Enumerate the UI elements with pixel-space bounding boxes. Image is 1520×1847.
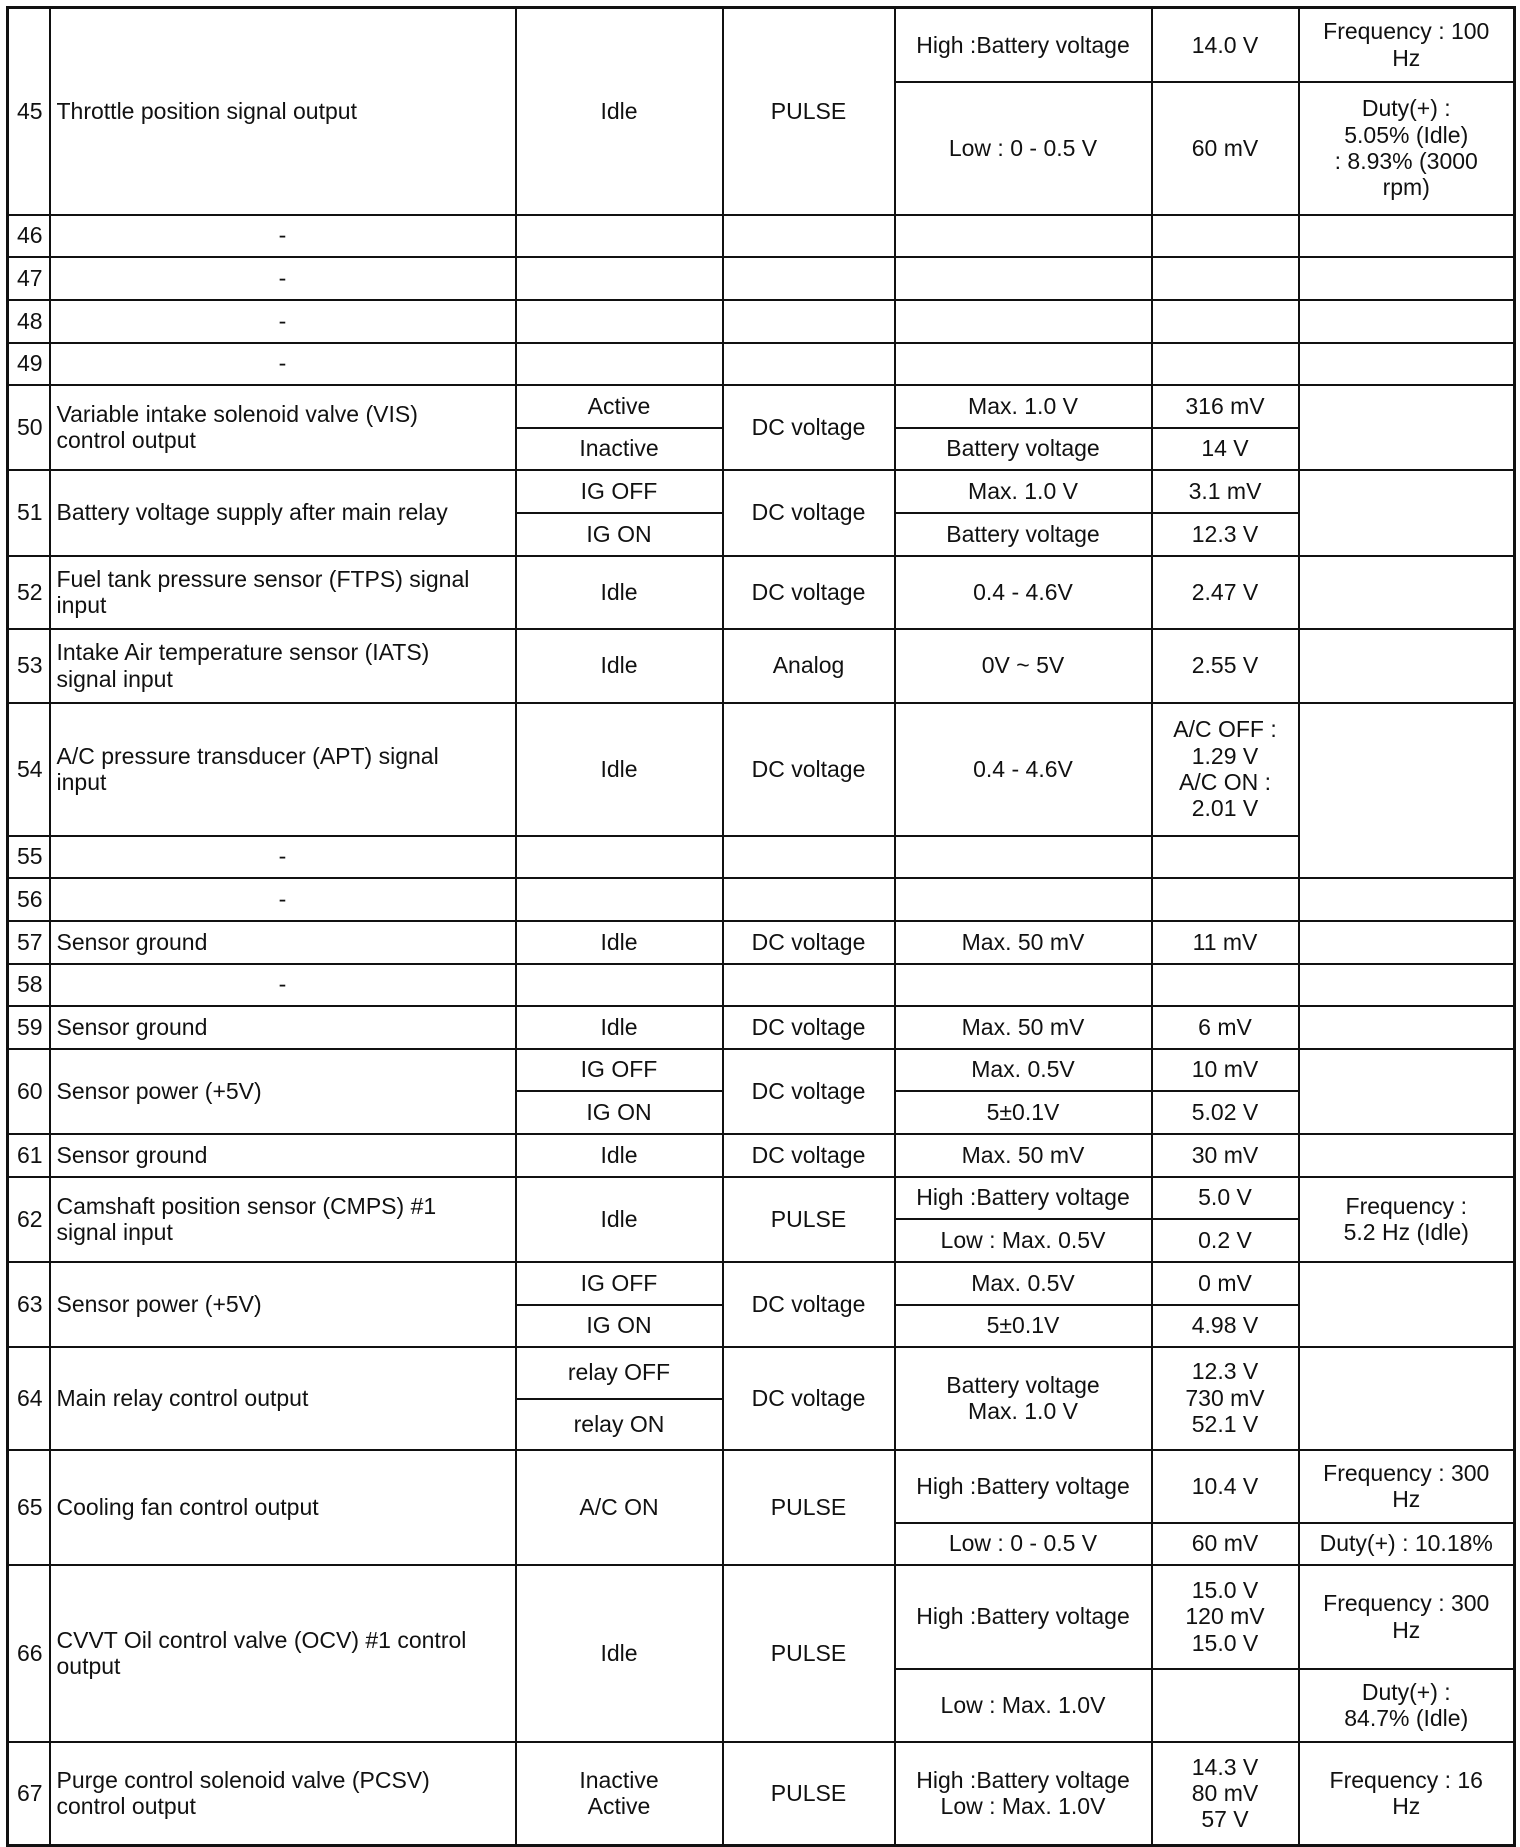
pin-number: 47 xyxy=(8,257,50,300)
pin-description: Battery voltage supply after main relay xyxy=(50,470,516,556)
pin-description: Sensor ground xyxy=(50,1134,516,1177)
pin-description: Sensor power (+5V) xyxy=(50,1262,516,1347)
test-condition: IG OFF xyxy=(516,470,723,513)
signal-type: DC voltage xyxy=(723,556,895,629)
test-condition: IG OFF xyxy=(516,1262,723,1305)
specification-low: Low : 0 - 0.5 V xyxy=(895,1523,1152,1565)
signal-type: DC voltage xyxy=(723,385,895,470)
pin-number: 51 xyxy=(8,470,50,556)
remark-duty: Duty(+) : 10.18% xyxy=(1299,1523,1515,1565)
table-row xyxy=(8,703,1515,836)
pin-number: 54 xyxy=(8,703,50,836)
measured-value-high: 10.4 V xyxy=(1152,1450,1299,1523)
signal-type: DC voltage xyxy=(723,1347,895,1450)
pin-table-wrapper xyxy=(6,6,1516,1847)
signal-type: Analog xyxy=(723,629,895,703)
specification: 5±0.1V xyxy=(895,1305,1152,1347)
signal-type: PULSE xyxy=(723,1177,895,1262)
pin-description: A/C pressure transducer (APT) signal input xyxy=(50,703,516,836)
table-row xyxy=(8,1347,1515,1399)
pin-description: Camshaft position sensor (CMPS) #1 signal input xyxy=(50,1177,516,1262)
specification: Max. 0.5V xyxy=(895,1262,1152,1305)
measured-value-high: 14.0 V xyxy=(1152,8,1299,82)
pin-description: Purge control solenoid valve (PCSV) control output xyxy=(50,1742,516,1846)
measured-value: 0 mV xyxy=(1152,1262,1299,1305)
table-row xyxy=(8,1565,1515,1669)
pin-description: Sensor ground xyxy=(50,921,516,964)
measured-value: 14.3 V 80 mV 57 V xyxy=(1152,1742,1299,1846)
remark-duty: Duty(+) : 84.7% (Idle) xyxy=(1299,1669,1515,1742)
pin-number: 65 xyxy=(8,1450,50,1565)
specification: Max. 1.0 V xyxy=(895,470,1152,513)
measured-value-low: 60 mV xyxy=(1152,82,1299,215)
measured-value-high: 15.0 V 120 mV 15.0 V xyxy=(1152,1565,1299,1669)
test-condition: Idle xyxy=(516,1134,723,1177)
measured-value: 12.3 V xyxy=(1152,513,1299,556)
remark-frequency: Frequency : 100 Hz xyxy=(1299,8,1515,82)
specification: Max. 50 mV xyxy=(895,921,1152,964)
table-row xyxy=(8,1262,1515,1305)
specification: 5±0.1V xyxy=(895,1091,1152,1134)
pin-description: Sensor power (+5V) xyxy=(50,1049,516,1134)
test-condition: Idle xyxy=(516,8,723,215)
specification: Max. 50 mV xyxy=(895,1134,1152,1177)
signal-type: PULSE xyxy=(723,1565,895,1742)
test-condition: Idle xyxy=(516,1177,723,1262)
test-condition: Inactive xyxy=(516,428,723,470)
table-row xyxy=(8,1742,1515,1846)
pin-description: - xyxy=(50,878,516,921)
signal-type: DC voltage xyxy=(723,1262,895,1347)
measured-value: 4.98 V xyxy=(1152,1305,1299,1347)
pin-number: 56 xyxy=(8,878,50,921)
pin-description: Sensor ground xyxy=(50,1006,516,1049)
pin-number: 49 xyxy=(8,343,50,385)
signal-type: DC voltage xyxy=(723,703,895,836)
pin-number: 63 xyxy=(8,1262,50,1347)
signal-type: PULSE xyxy=(723,8,895,215)
pin-number: 53 xyxy=(8,629,50,703)
remark-frequency: Frequency : 300 Hz xyxy=(1299,1450,1515,1523)
remark-duty: Duty(+) : 5.05% (Idle) : 8.93% (3000 rpm) xyxy=(1299,82,1515,215)
table-row xyxy=(8,1450,1515,1523)
test-condition: Idle xyxy=(516,556,723,629)
specification: 0V ~ 5V xyxy=(895,629,1152,703)
test-condition: Inactive Active xyxy=(516,1742,723,1846)
pin-description: Variable intake solenoid valve (VIS) control output xyxy=(50,385,516,470)
table-row xyxy=(8,836,1515,878)
pin-description: - xyxy=(50,343,516,385)
test-condition: A/C ON xyxy=(516,1450,723,1565)
pin-number: 58 xyxy=(8,964,50,1006)
table-row xyxy=(8,629,1515,703)
pin-description: Cooling fan control output xyxy=(50,1450,516,1565)
test-condition: IG OFF xyxy=(516,1049,723,1091)
pin-description: - xyxy=(50,257,516,300)
signal-type: PULSE xyxy=(723,1450,895,1565)
test-condition: Idle xyxy=(516,629,723,703)
specification: Battery voltage xyxy=(895,513,1152,556)
signal-type: PULSE xyxy=(723,1742,895,1846)
table-row xyxy=(8,470,1515,513)
table-row xyxy=(8,215,1515,257)
pin-description: CVVT Oil control valve (OCV) #1 control output xyxy=(50,1565,516,1742)
measured-value-low: 60 mV xyxy=(1152,1523,1299,1565)
table-row xyxy=(8,878,1515,921)
pin-number: 57 xyxy=(8,921,50,964)
table-row xyxy=(8,556,1515,629)
pin-description: Main relay control output xyxy=(50,1347,516,1450)
pin-description: Intake Air temperature sensor (IATS) signal input xyxy=(50,629,516,703)
measured-value: 5.02 V xyxy=(1152,1091,1299,1134)
test-condition: Idle xyxy=(516,703,723,836)
pin-number: 62 xyxy=(8,1177,50,1262)
specification: 0.4 - 4.6V xyxy=(895,703,1152,836)
pin-description: - xyxy=(50,836,516,878)
specification: Max. 1.0 V xyxy=(895,385,1152,428)
measured-value: 6 mV xyxy=(1152,1006,1299,1049)
pin-number: 46 xyxy=(8,215,50,257)
table-row xyxy=(8,8,1515,82)
signal-type: DC voltage xyxy=(723,1134,895,1177)
remark-frequency: Frequency : 300 Hz xyxy=(1299,1565,1515,1669)
specification-low: Low : 0 - 0.5 V xyxy=(895,82,1152,215)
table-row xyxy=(8,257,1515,300)
pin-number: 45 xyxy=(8,8,50,215)
table-row xyxy=(8,921,1515,964)
specification-low: Low : Max. 0.5V xyxy=(895,1219,1152,1262)
table-row xyxy=(8,385,1515,428)
pin-specification-table xyxy=(6,6,1516,1847)
test-condition: Idle xyxy=(516,921,723,964)
pin-number: 52 xyxy=(8,556,50,629)
signal-type: DC voltage xyxy=(723,470,895,556)
specification-high: High :Battery voltage xyxy=(895,1450,1152,1523)
test-condition: relay OFF xyxy=(516,1347,723,1399)
measured-value: A/C OFF : 1.29 V A/C ON : 2.01 V xyxy=(1152,703,1299,836)
measured-value-low: 0.2 V xyxy=(1152,1219,1299,1262)
table-row xyxy=(8,343,1515,385)
test-condition: Idle xyxy=(516,1565,723,1742)
pin-description: Fuel tank pressure sensor (FTPS) signal input xyxy=(50,556,516,629)
test-condition: IG ON xyxy=(516,1091,723,1134)
measured-value: 2.55 V xyxy=(1152,629,1299,703)
specification-high: High :Battery voltage xyxy=(895,1565,1152,1669)
test-condition: Idle xyxy=(516,1006,723,1049)
specification: Battery voltage Max. 1.0 V xyxy=(895,1347,1152,1450)
pin-description: Throttle position signal output xyxy=(50,8,516,215)
test-condition: IG ON xyxy=(516,513,723,556)
pin-number: 59 xyxy=(8,1006,50,1049)
table-row xyxy=(8,964,1515,1006)
pin-number: 64 xyxy=(8,1347,50,1450)
signal-type: DC voltage xyxy=(723,1049,895,1134)
table-row xyxy=(8,1006,1515,1049)
table-row xyxy=(8,1177,1515,1219)
table-row xyxy=(8,1049,1515,1091)
pin-number: 66 xyxy=(8,1565,50,1742)
signal-type: DC voltage xyxy=(723,1006,895,1049)
measured-value: 2.47 V xyxy=(1152,556,1299,629)
pin-number: 55 xyxy=(8,836,50,878)
specification: Max. 0.5V xyxy=(895,1049,1152,1091)
measured-value-low xyxy=(1152,1669,1299,1742)
specification: High :Battery voltage Low : Max. 1.0V xyxy=(895,1742,1152,1846)
pin-number: 60 xyxy=(8,1049,50,1134)
pin-number: 48 xyxy=(8,300,50,343)
pin-number: 50 xyxy=(8,385,50,470)
pin-number: 61 xyxy=(8,1134,50,1177)
pin-description: - xyxy=(50,964,516,1006)
specification: Battery voltage xyxy=(895,428,1152,470)
table-row xyxy=(8,300,1515,343)
measured-value: 30 mV xyxy=(1152,1134,1299,1177)
measured-value: 11 mV xyxy=(1152,921,1299,964)
pin-number: 67 xyxy=(8,1742,50,1846)
table-row xyxy=(8,1134,1515,1177)
specification-high: High :Battery voltage xyxy=(895,1177,1152,1219)
test-condition: IG ON xyxy=(516,1305,723,1347)
pin-description: - xyxy=(50,215,516,257)
specification-high: High :Battery voltage xyxy=(895,8,1152,82)
measured-value: 14 V xyxy=(1152,428,1299,470)
signal-type: DC voltage xyxy=(723,921,895,964)
specification: 0.4 - 4.6V xyxy=(895,556,1152,629)
measured-value: 316 mV xyxy=(1152,385,1299,428)
pin-description: - xyxy=(50,300,516,343)
test-condition: relay ON xyxy=(516,1399,723,1450)
remark-frequency: Frequency : 5.2 Hz (Idle) xyxy=(1299,1177,1515,1262)
measured-value: 3.1 mV xyxy=(1152,470,1299,513)
specification: Max. 50 mV xyxy=(895,1006,1152,1049)
remark-frequency: Frequency : 16 Hz xyxy=(1299,1742,1515,1846)
specification-low: Low : Max. 1.0V xyxy=(895,1669,1152,1742)
test-condition: Active xyxy=(516,385,723,428)
measured-value: 12.3 V 730 mV 52.1 V xyxy=(1152,1347,1299,1450)
measured-value-high: 5.0 V xyxy=(1152,1177,1299,1219)
measured-value: 10 mV xyxy=(1152,1049,1299,1091)
